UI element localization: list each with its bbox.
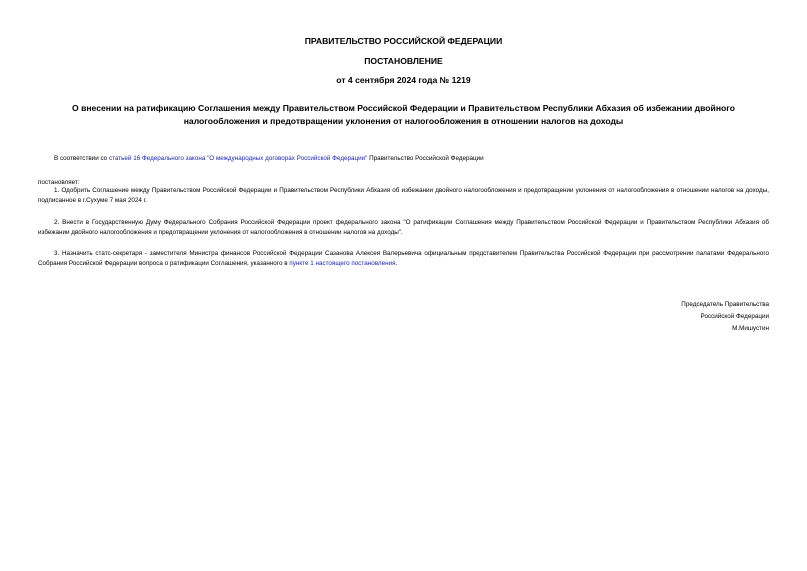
document-type-heading: ПОСТАНОВЛЕНИЕ <box>364 56 443 66</box>
document-title: О внесении на ратификацию Соглашения между Правительством Российской Федерации и Правительством Республики Абхазия об избежании двойного налогообложения и предотвращении уклонения от налогообложения в отношении налогов на доходы <box>72 103 735 126</box>
law-article-link[interactable]: статьей 16 Федерального закона "О международных договорах Российской Федерации" <box>108 155 368 162</box>
item-1-reference-link[interactable]: пункте 1 настоящего постановления <box>289 260 396 267</box>
item-3-end: . <box>395 260 398 267</box>
item-1-paragraph: 1. Одобрить Соглашение между Правительством Российской Федерации и Правительством Республики Абхазия об избежании двойного налогообложения и предотвращении уклонения от налогообложения в отношении налогов на доходы, подписанное в г.Сухуме 7 мая 2024 г. <box>38 187 769 204</box>
signature-position-line-2: Российской Федерации <box>700 313 769 320</box>
preamble-suffix: Правительство Российской Федерации <box>367 155 484 162</box>
date-number-heading: от 4 сентября 2024 года № 1219 <box>336 75 471 85</box>
government-heading: ПРАВИТЕЛЬСТВО РОССИЙСКОЙ ФЕДЕРАЦИИ <box>304 36 503 46</box>
signatory-name: М.Мишустин <box>732 325 769 332</box>
resolves-line: постановляет: <box>38 179 80 186</box>
signature-block <box>681 299 769 335</box>
item-2-paragraph: 2. Внести в Государственную Думу Федерального Собрания Российской Федерации проект федерального закона "О ратификации Соглашения между Правительством Российской Федерации и Правительством Республики Абхазия об избежании двойного налогообложения и предотвращении уклонения от налогообложения в отношении налогов на доходы". <box>38 219 769 236</box>
preamble-paragraph <box>38 154 769 164</box>
preamble-prefix: В соответствии со <box>54 155 109 162</box>
item-3-text: 3. Назначить статс-секретаря - заместителя Министра финансов Российской Федерации Сазанова Алексея Валерьевича официальным представителем Правительства Российской Федерации при рассмотрении палатами Федерального Собрания Российской Федерации вопроса о ратификации Соглашения, указанного в <box>38 250 769 267</box>
signature-position-line-1: Председатель Правительства <box>681 301 769 308</box>
item-3-paragraph <box>38 249 769 269</box>
